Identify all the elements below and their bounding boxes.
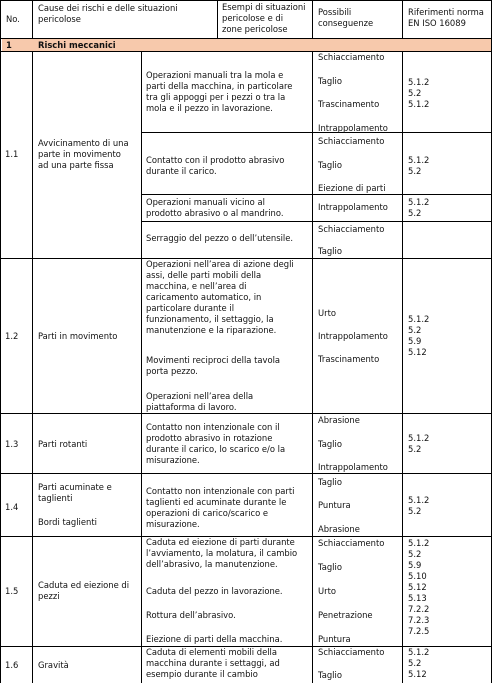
row-number: 1.1 xyxy=(5,149,19,159)
section-title: Rischi meccanici xyxy=(38,40,116,50)
row-consequence: Schiacciamento xyxy=(318,52,385,62)
table-rule xyxy=(402,51,403,683)
row-number: 1.6 xyxy=(5,660,19,670)
row-consequence: Schiacciamento xyxy=(318,647,385,657)
header-examples: Esempi di situazioni pericolose e di zone pericolose xyxy=(222,2,306,34)
table-rule xyxy=(141,194,492,195)
row-references: 5.1.2 5.2 xyxy=(408,155,430,176)
row-cause: Avvicinamento di una parte in movimento ad una parte fissa xyxy=(38,138,129,170)
table-rule xyxy=(312,51,313,683)
row-consequence: Taglio xyxy=(318,246,342,256)
row-cause: Parti rotanti xyxy=(38,439,88,449)
row-example: Movimenti reciproci della tavola porta pezzo. xyxy=(146,355,281,376)
row-consequence: Intrappolamento xyxy=(318,331,388,341)
row-example: Eiezione di parti della macchina. xyxy=(146,634,283,644)
table-rule xyxy=(32,0,33,39)
table-rule xyxy=(312,0,313,39)
row-consequence: Taglio xyxy=(318,439,342,449)
row-consequence: Intrappolamento xyxy=(318,202,388,212)
row-example: Contatto non intenzionale con il prodotto abrasivo in rotazione durante il carico, lo scarico e/o la misurazione. xyxy=(146,422,286,465)
row-number: 1.4 xyxy=(5,502,19,512)
row-example: Contatto non intenzionale con parti taglienti ed acuminate durante le operazioni di carico/scarico e misurazione. xyxy=(146,486,295,529)
header-no: No. xyxy=(6,14,20,24)
row-example: Operazioni manuali vicino al prodotto abrasivo o al mandrino. xyxy=(146,197,284,218)
row-references: 5.1.2 5.2 xyxy=(408,433,430,454)
row-consequence: Intrappolamento xyxy=(318,123,388,133)
table-rule xyxy=(141,51,142,683)
row-consequence: Urto xyxy=(318,586,336,596)
row-number: 1.3 xyxy=(5,439,19,449)
header-consequences: Possibili conseguenze xyxy=(318,7,374,28)
row-example: Caduta di elementi mobili della macchina durante i settaggi, ad esempio durante il cambio xyxy=(146,647,280,679)
row-consequence: Eiezione di parti xyxy=(318,183,386,193)
section-number: 1 xyxy=(6,40,12,50)
row-consequence: Taglio xyxy=(318,76,342,86)
row-consequence: Puntura xyxy=(318,500,351,510)
table-rule xyxy=(141,221,492,222)
row-consequence: Urto xyxy=(318,308,336,318)
row-consequence: Taglio xyxy=(318,670,342,680)
row-consequence: Schiacciamento xyxy=(318,538,385,548)
table-rule xyxy=(32,51,33,683)
row-example: Operazioni nell’area di azione degli assi, delle parti mobili della macchina, e nell’area di caricamento automatico, in particolare durante il funzionamento, il settaggio, la manutenzione e la riparazione. xyxy=(146,259,294,335)
table-rule xyxy=(491,0,492,683)
row-example: Caduta ed eiezione di parti durante l’avviamento, la molatura, il cambio dell’abrasivo, la manutenzione. xyxy=(146,537,298,569)
table-rule xyxy=(0,51,492,52)
row-cause: Bordi taglienti xyxy=(38,517,97,527)
row-consequence: Penetrazione xyxy=(318,610,373,620)
row-references: 5.1.2 5.2 5.9 5.12 xyxy=(408,314,430,357)
table-rule xyxy=(141,132,492,133)
row-consequence: Taglio xyxy=(318,477,342,487)
row-example: Contatto con il prodotto abrasivo durante il carico. xyxy=(146,155,285,176)
row-cause: Parti in movimento xyxy=(38,331,118,341)
header-references: Riferimenti norma EN ISO 16089 xyxy=(408,7,484,28)
table-rule xyxy=(0,38,492,39)
table-rule xyxy=(0,0,1,683)
row-consequence: Abrasione xyxy=(318,415,360,425)
row-consequence: Schiacciamento xyxy=(318,136,385,146)
row-number: 1.5 xyxy=(5,586,19,596)
row-example: Rottura dell’abrasivo. xyxy=(146,610,236,620)
row-consequence: Puntura xyxy=(318,634,351,644)
row-consequence: Trascinamento xyxy=(318,354,380,364)
row-references: 5.1.2 5.2 5.9 5.10 5.12 5.13 7.2.2 7.2.3 7.2.5 xyxy=(408,538,430,636)
row-references: 5.1.2 5.2 xyxy=(408,495,430,516)
row-consequence: Abrasione xyxy=(318,524,360,534)
row-consequence: Schiacciamento xyxy=(318,224,385,234)
row-consequence: Trascinamento xyxy=(318,99,380,109)
row-example: Operazioni nell’area della piattaforma di lavoro. xyxy=(146,391,254,412)
table-rule xyxy=(217,0,218,39)
row-references: 5.1.2 5.2 5.12 xyxy=(408,647,430,679)
row-references: 5.1.2 5.2 5.1.2 xyxy=(408,77,430,109)
table-rule xyxy=(0,473,492,474)
table-rule xyxy=(0,413,492,414)
table-rule xyxy=(0,0,492,1)
row-consequence: Intrappolamento xyxy=(318,462,388,472)
row-consequence: Taglio xyxy=(318,160,342,170)
row-cause: Parti acuminate e taglienti xyxy=(38,482,112,503)
row-cause: Gravità xyxy=(38,660,69,670)
row-number: 1.2 xyxy=(5,331,19,341)
row-consequence: Taglio xyxy=(318,562,342,572)
row-example: Serraggio del pezzo o dell’utensile. xyxy=(146,233,294,243)
row-cause: Caduta ed eiezione di pezzi xyxy=(38,580,130,601)
row-example: Caduta del pezzo in lavorazione. xyxy=(146,586,283,596)
row-references: 5.1.2 5.2 xyxy=(408,197,430,218)
header-cause: Cause dei rischi e delle situazioni pericolose xyxy=(38,3,178,24)
table-rule xyxy=(402,0,403,39)
row-example: Operazioni manuali tra la mola e parti della macchina, in particolare tra gli appoggi per i pezzi o tra la mola e il pezzo in lavorazione. xyxy=(146,70,293,113)
